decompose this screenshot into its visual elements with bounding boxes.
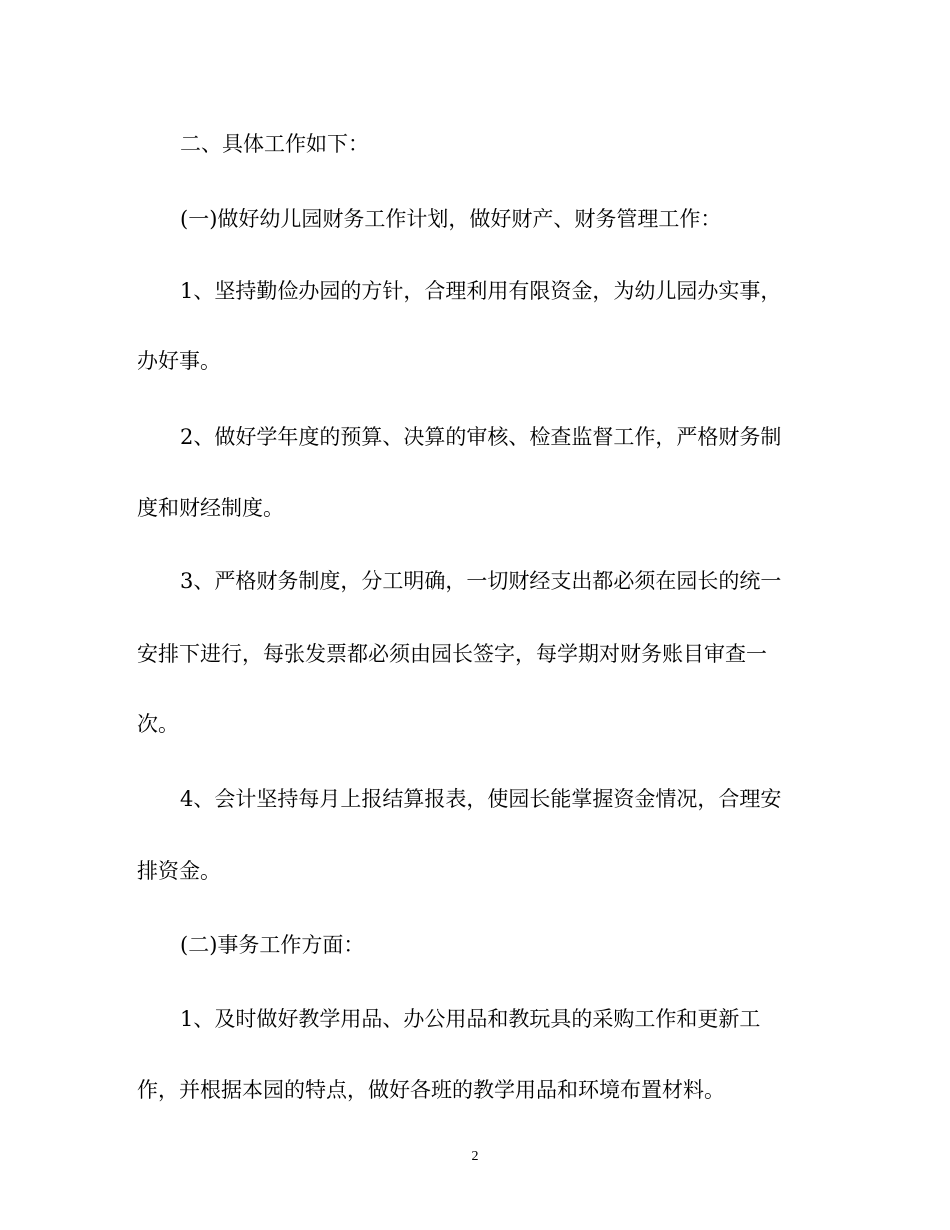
paragraph-line: 作，并根据本园的特点，做好各班的教学用品和环境布置材料。	[137, 1078, 725, 1102]
paragraph-line: 度和财经制度。	[137, 496, 284, 520]
paragraph-line: 办好事。	[137, 349, 221, 373]
subsection-heading: (一)做好幼儿园财务工作计划，做好财产、财务管理工作：	[180, 207, 722, 231]
section-heading: 二、具体工作如下：	[180, 132, 369, 156]
page-number: 2	[471, 1149, 479, 1164]
paragraph-line: 安排下进行，每张发票都必须由园长签字，每学期对财务账目审查一	[137, 642, 767, 666]
paragraph-line: 1、及时做好教学用品、办公用品和教玩具的采购工作和更新工	[180, 1007, 761, 1031]
paragraph-line: 次。	[137, 712, 179, 736]
paragraph-line: 4、会计坚持每月上报结算报表，使园长能掌握资金情况，合理安	[180, 787, 782, 811]
paragraph-line: 1、坚持勤俭办园的方针，合理利用有限资金，为幼儿园办实事，	[180, 279, 782, 303]
subsection-heading: (二)事务工作方面：	[180, 933, 365, 957]
paragraph-line: 2、做好学年度的预算、决算的审核、检查监督工作，严格财务制	[180, 425, 782, 449]
paragraph-line: 3、严格财务制度，分工明确，一切财经支出都必须在园长的统一	[180, 569, 782, 593]
paragraph-line: 排资金。	[137, 859, 221, 883]
